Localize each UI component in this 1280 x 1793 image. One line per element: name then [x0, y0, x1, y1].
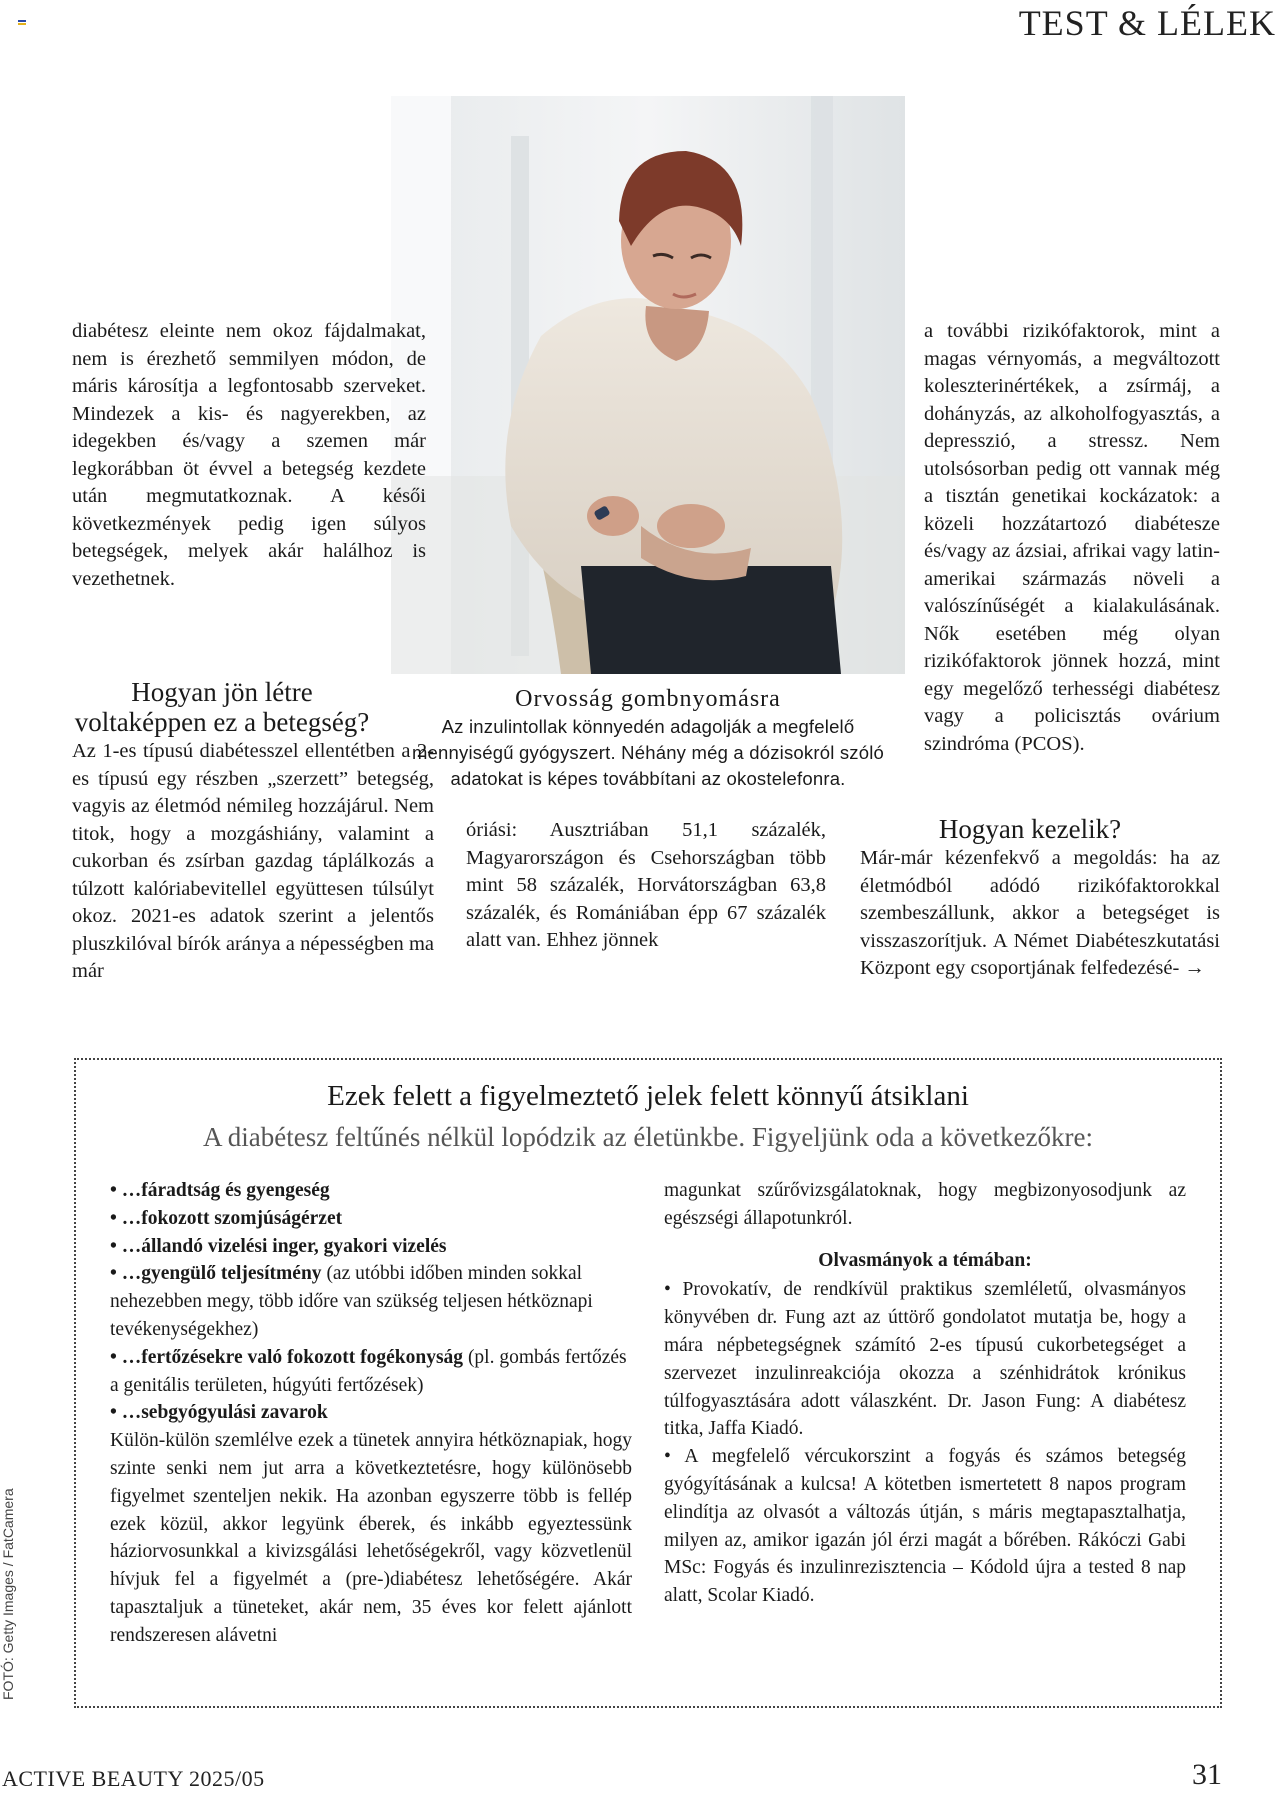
column-3-body	[924, 318, 1220, 758]
box-title: Ezek felett a figyelmeztető jelek felett könnyű átsiklani	[327, 1080, 969, 1112]
photo-credit: FOTÓ: Getty Images / FatCamera	[0, 1488, 16, 1700]
subheading-origin: Hogyan jön létre voltaképpen ez a betegség?	[74, 677, 370, 737]
column-3-paragraph-2: Már-már kézenfekvő a megoldás: ha az életmódból adódó rizikófaktorokkal szembeszállunk, akkor a betegséget is visszaszorítjuk. A Német Diabéteszkutatási Központ egy csoportjának felfedezésé-	[860, 847, 1220, 979]
box-right-paragraph: magunkat szűrővizsgálatoknak, hogy megbizonyosodjunk az egészségi állapotunkról.	[664, 1180, 1186, 1229]
reading-item-1: • Provokatív, de rendkívül praktikus szemléletű, olvasmányos könyvében dr. Fung azt az úttörő gondolatot mutatja be, hogy a mára népbetegségnek számító 2-es típusú cukorbetegséget a szervezet inzulinreakciója okozza a szénhidrátok krónikus túlfogyasztására adott válaszként. Dr. Jason Fung: A diabétesz titka, Jaffa Kiadó.	[664, 1279, 1186, 1440]
warning-sign-item: • …fáradtság és gyengeség	[110, 1180, 330, 1201]
photo-caption	[395, 684, 901, 792]
column-3-paragraph-1: a további rizikófaktorok, mint a magas vérnyomás, a megváltozott koleszterinértékek, a zsírmáj, a dohányzás, az alkoholfogyasztás, a depresszió, a stressz. Nem utolsósorban pedig ott vannak még a tisztán genetikai kockázatok: a közeli hozzátartozó diabétesze és/vagy az ázsiai, afrikai vagy latin-amerikai származás növeli a valószínűségét a kialakulásának. Nők esetében még olyan rizikófaktorok jönnek hozzá, mint egy megelőző terhességi diabétesz vagy a policisztás ovárium szindróma (PCOS).	[924, 320, 1220, 755]
warning-sign-item: • …gyengülő teljesítmény (az utóbbi időben minden sokkal nehezebben megy, több időre van szükség teljesen hétköznapi tevékenységekhez)	[110, 1263, 593, 1340]
column-3-treatment	[860, 845, 1220, 983]
page-number: 31	[1192, 1758, 1222, 1791]
warning-sign-item: • …fokozott szomjúságérzet	[110, 1207, 343, 1229]
subheading-treatment: Hogyan kezelik?	[938, 814, 1122, 844]
reading-item-2: • A megfelelő vércukorszint a fogyás és számos betegség gyógyításának a kulcsa! A kötetben ismertetett 8 napos program elindítja az olvasót a változás útján, s máris megtapasztalhatja, milyen az, amikor igazán jól érzi magát a bőrében. Rákóczi Gabi MSc: Fogyás és inzulinrezisztencia – Kódold újra a tested 8 nap alatt, Scolar Kiadó.	[664, 1446, 1186, 1607]
magazine-issue: ACTIVE BEAUTY 2025/05	[2, 1766, 265, 1791]
reading-heading: Olvasmányok a témában:	[818, 1249, 1032, 1271]
warning-sign-item: • …sebgyógyulási zavarok	[110, 1402, 328, 1424]
column-1-paragraph-2: Az 1-es típusú diabétesszel ellentétben a 2-es típusú egy részben „szerzett” betegség, vagyis az életmód némileg hozzájárul. Nem titok, hogy a mozgáshiány, valamint a cukorban és zsírban gazdag táplálkozás a túlzott kalóriabevitellel együttesen túlsúlyt okoz. 2021-es adatok szerint a jelentős pluszkilóval bírók aránya a népességben ma már	[72, 740, 434, 982]
box-left-column	[110, 1177, 632, 1650]
box-subtitle: A diabétesz feltűnés nélkül lopódzik az életünkbe. Figyeljünk oda a következőkre:	[203, 1122, 1093, 1152]
column-2-body	[466, 817, 826, 955]
insulin-pen-photo-illustration	[391, 96, 905, 674]
box-right-column	[664, 1177, 1186, 1610]
corner-mark	[18, 20, 26, 26]
column-2-paragraph: óriási: Ausztriában 51,1 százalék, Magyarországon és Csehországban több mint 58 százalék, Horvátországban 63,8 százalék, és Romániában épp 67 százalék alatt van. Ehhez jönnek	[466, 819, 826, 951]
box-left-paragraph: Külön-külön szemlélve ezek a tünetek annyira hétköznapiak, hogy szinte senki nem jut arra a következtetésre, hogy különösebb figyelmet szenteljen nekik. Ha azonban egyszerre több is fellép ezek közül, akkor legyünk éberek, és inkább egyeztessünk háziorvosunkkal a kivizsgálási lehetőségekről, vagy közvetlenül hívjuk fel a figyelmét a (pre-)diabétesz lehetőségére. Akár tapasztaljuk a tüneteket, akár nem, 35 éves kor felett ajánlott rendszeresen alávetni	[110, 1430, 632, 1646]
section-title: TEST & LÉLEK	[1018, 3, 1276, 43]
article-photo	[391, 96, 905, 674]
column-1-paragraph-1: diabétesz eleinte nem okoz fájdalmakat, nem is érezhető semmilyen módon, de máris károsítja a legfontosabb szerveket. Mindezek a kis- és nagyerekben, az idegekben és/vagy a szemen már legkorábban öt évvel a betegség kezdete után megmutatkoznak. A késői következmények pedig igen súlyos betegségek, melyek akár halálhoz is vezethetnek.	[72, 320, 426, 590]
column-1-body	[72, 738, 434, 986]
continue-arrow-icon: →	[1184, 957, 1205, 979]
caption-title: Orvosság gombnyomásra	[515, 686, 781, 712]
warning-sign-item: • …fertőzésekre való fokozott fogékonyság (pl. gombás fertőzés a genitális területen, húgyúti fertőzések)	[110, 1346, 627, 1396]
warning-sign-item: • …állandó vizelési inger, gyakori vizelés	[110, 1235, 447, 1257]
column-1-intro	[72, 318, 426, 593]
caption-text: Az inzulintollak könnyedén adagolják a megfelelő mennyiségű gyógyszert. Néhány még a dózisokról szóló adatokat is képes továbbítani az okostelefonra.	[411, 716, 885, 789]
